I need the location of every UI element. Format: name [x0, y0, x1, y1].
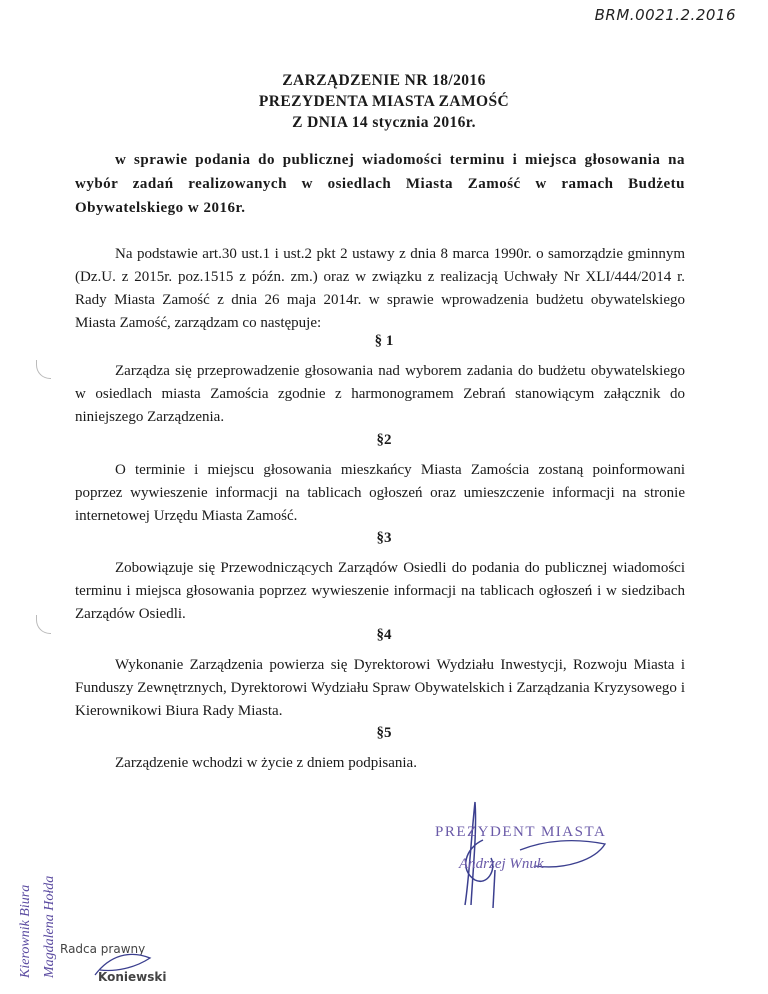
preamble: Na podstawie art.30 ust.1 i ust.2 pkt 2 ustawy z dnia 8 marca 1990r. o samorządzie gminnym (Dz.U. z 2015r. poz.1515 z późn. zm.) oraz w związku z realizacją Uchwały Nr XLI/444/2014 r. Rady Miasta Zamość z dnia 26 maja 2014r. w sprawie wprowadzenia budżetu obywatelskiego Miasta Zamość, zarządzam co następuje:	[75, 246, 685, 331]
document-subject: w sprawie podania do publicznej wiadomości terminu i miejsca głosowania na wybór zadań realizowanych w osiedlach Miasta Zamość w ramach Budżetu Obywatelskiego w 2016r.	[75, 152, 685, 216]
handwritten-signature	[425, 800, 655, 910]
legal-stamp-line-1: Radca prawny	[60, 942, 146, 956]
section-4-text: Wykonanie Zarządzenia powierza się Dyrektorowi Wydziału Inwestycji, Rozwoju Miasta i Funduszy Zewnętrznych, Dyrektorowi Wydziału Spraw Obywatelskich i Zarządzania Kryzysowego i Kierownikowi Biura Rady Miasta.	[75, 657, 685, 719]
stamp-line-1: Kierownik Biura	[18, 884, 33, 978]
legal-stamp-line-2: Koniewski	[98, 970, 167, 984]
header-date: Z DNIA 14 stycznia 2016r.	[292, 114, 476, 131]
reference-number: BRM.0021.2.2016	[594, 6, 736, 24]
signature-name: Andrzej Wnuk	[459, 856, 544, 872]
signature-title: PREZYDENT MIASTA	[435, 824, 607, 840]
section-2-text: O terminie i miejscu głosowania mieszkańcy Miasta Zamościa zostaną poinformowani poprzez wywieszenie informacji na tablicach ogłoszeń oraz umieszczenie informacji na stronie internetowej Urzędu Miasta Zamość.	[75, 462, 685, 524]
margin-mark	[36, 360, 51, 379]
section-2-mark: §2	[376, 432, 392, 448]
stamp-line-2: Magdalena Hołda	[42, 875, 57, 978]
signature-stamp	[425, 800, 655, 910]
header-issuer: PREZYDENTA MIASTA ZAMOŚĆ	[258, 93, 510, 110]
section-4-mark: §4	[376, 627, 392, 643]
section-1-mark: § 1	[374, 333, 394, 349]
section-3-text: Zobowiązuje się Przewodniczących Zarządów Osiedli do podania do publicznej wiadomości terminu i miejsca głosowania poprzez wywieszenie informacji na tablicach ogłoszeń i w siedzibach Zarządów Osiedli.	[75, 560, 685, 622]
legal-counsel-stamp	[60, 940, 200, 994]
section-3-mark: §3	[376, 530, 392, 546]
section-5-mark: §5	[376, 725, 392, 741]
section-1-text: Zarządza się przeprowadzenie głosowania nad wyborem zadania do budżetu obywatelskiego w osiedlach miasta Zamościa zgodnie z harmonogramem Zebrań stanowiącym załącznik do niniejszego Zarządzenia.	[75, 363, 685, 425]
header-title: ZARZĄDZENIE NR 18/2016	[282, 72, 486, 89]
section-5-text: Zarządzenie wchodzi w życie z dniem podpisania.	[115, 755, 417, 771]
document-header	[0, 70, 768, 133]
